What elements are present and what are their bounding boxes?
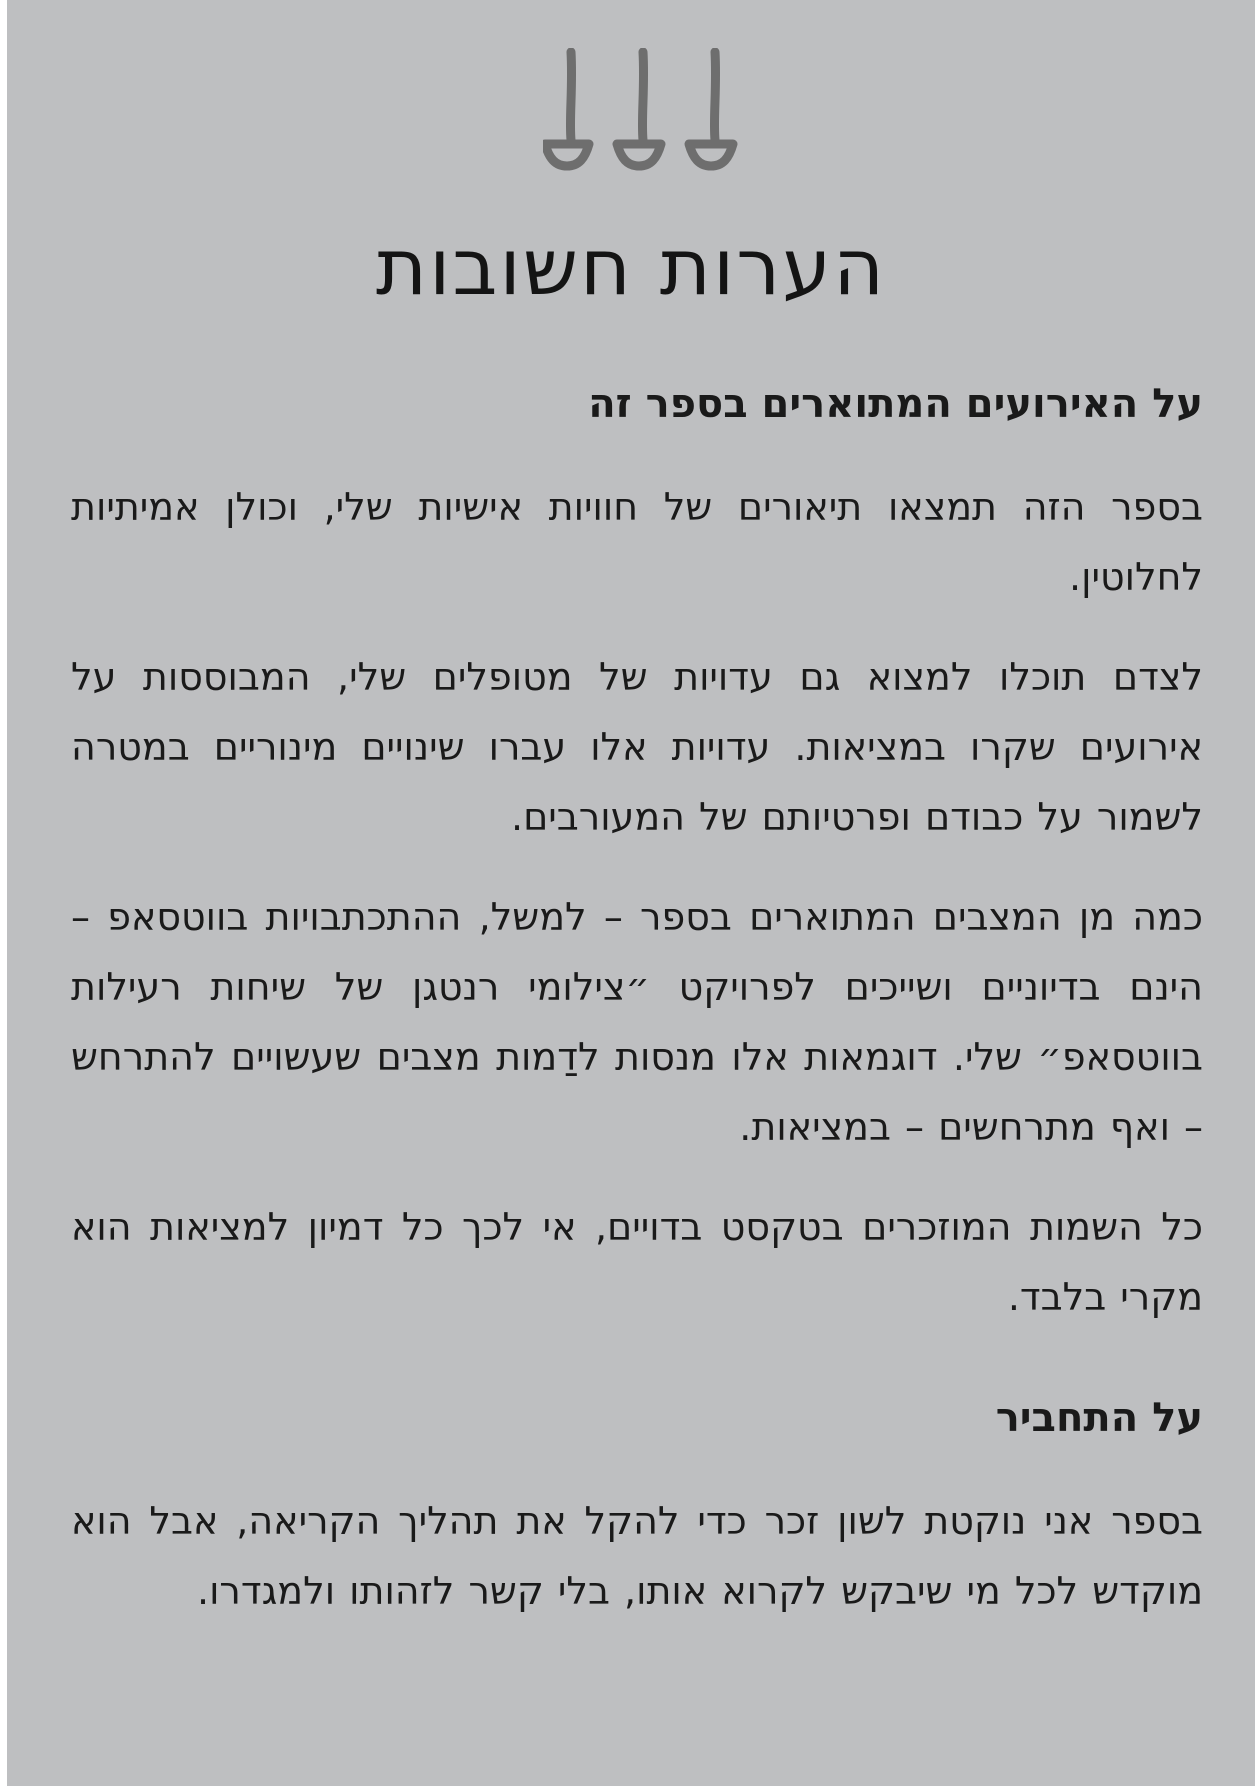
paragraph: כל השמות המוזכרים בטקסט בדויים, אי לכך כל דמיון למציאות הוא מקרי בלבד.: [71, 1205, 1203, 1319]
paragraph: בספר הזה תמצאו תיאורים של חוויות אישיות שלי, וכולן אמיתיות לחלוטין.: [71, 485, 1203, 599]
paragraph: בספר אני נוקטת לשון זכר כדי להקל את תהליך הקריאה, אבל הוא מוקדש לכל מי שיבקש לקרוא אותו, בלי קשר לזהותו ולמגדרו.: [71, 1499, 1203, 1613]
page: [7, 0, 1255, 1786]
paragraph: כמה מן המצבים המתוארים בספר – למשל, ההתכתבויות בווטסאפ – הינם בדיוניים ושייכים לפרויקט ״צילומי רנטגן של שיחות רעילות בווטסאפ״ שלי. דוגמאות אלו מנסות לדַמות מצבים שעשויים להתרחש – ואף מתרחשים – במציאות.: [71, 895, 1203, 1149]
paragraph: לצדם תוכלו למצוא גם עדויות של מטופלים שלי, המבוססות על אירועים שקרו במציאות. עדויות אלו עברו שינויים מינוריים במטרה לשמור על כבודם ופרטיותם של המעורבים.: [71, 655, 1203, 839]
section-heading-events: על האירועים המתוארים בספר זה: [588, 381, 1203, 427]
three-candles-ornament-icon: [543, 48, 751, 192]
section-heading-syntax: על התחביר: [995, 1395, 1203, 1441]
page-title: הערות חשובות: [375, 223, 887, 313]
content: [71, 372, 1203, 1656]
